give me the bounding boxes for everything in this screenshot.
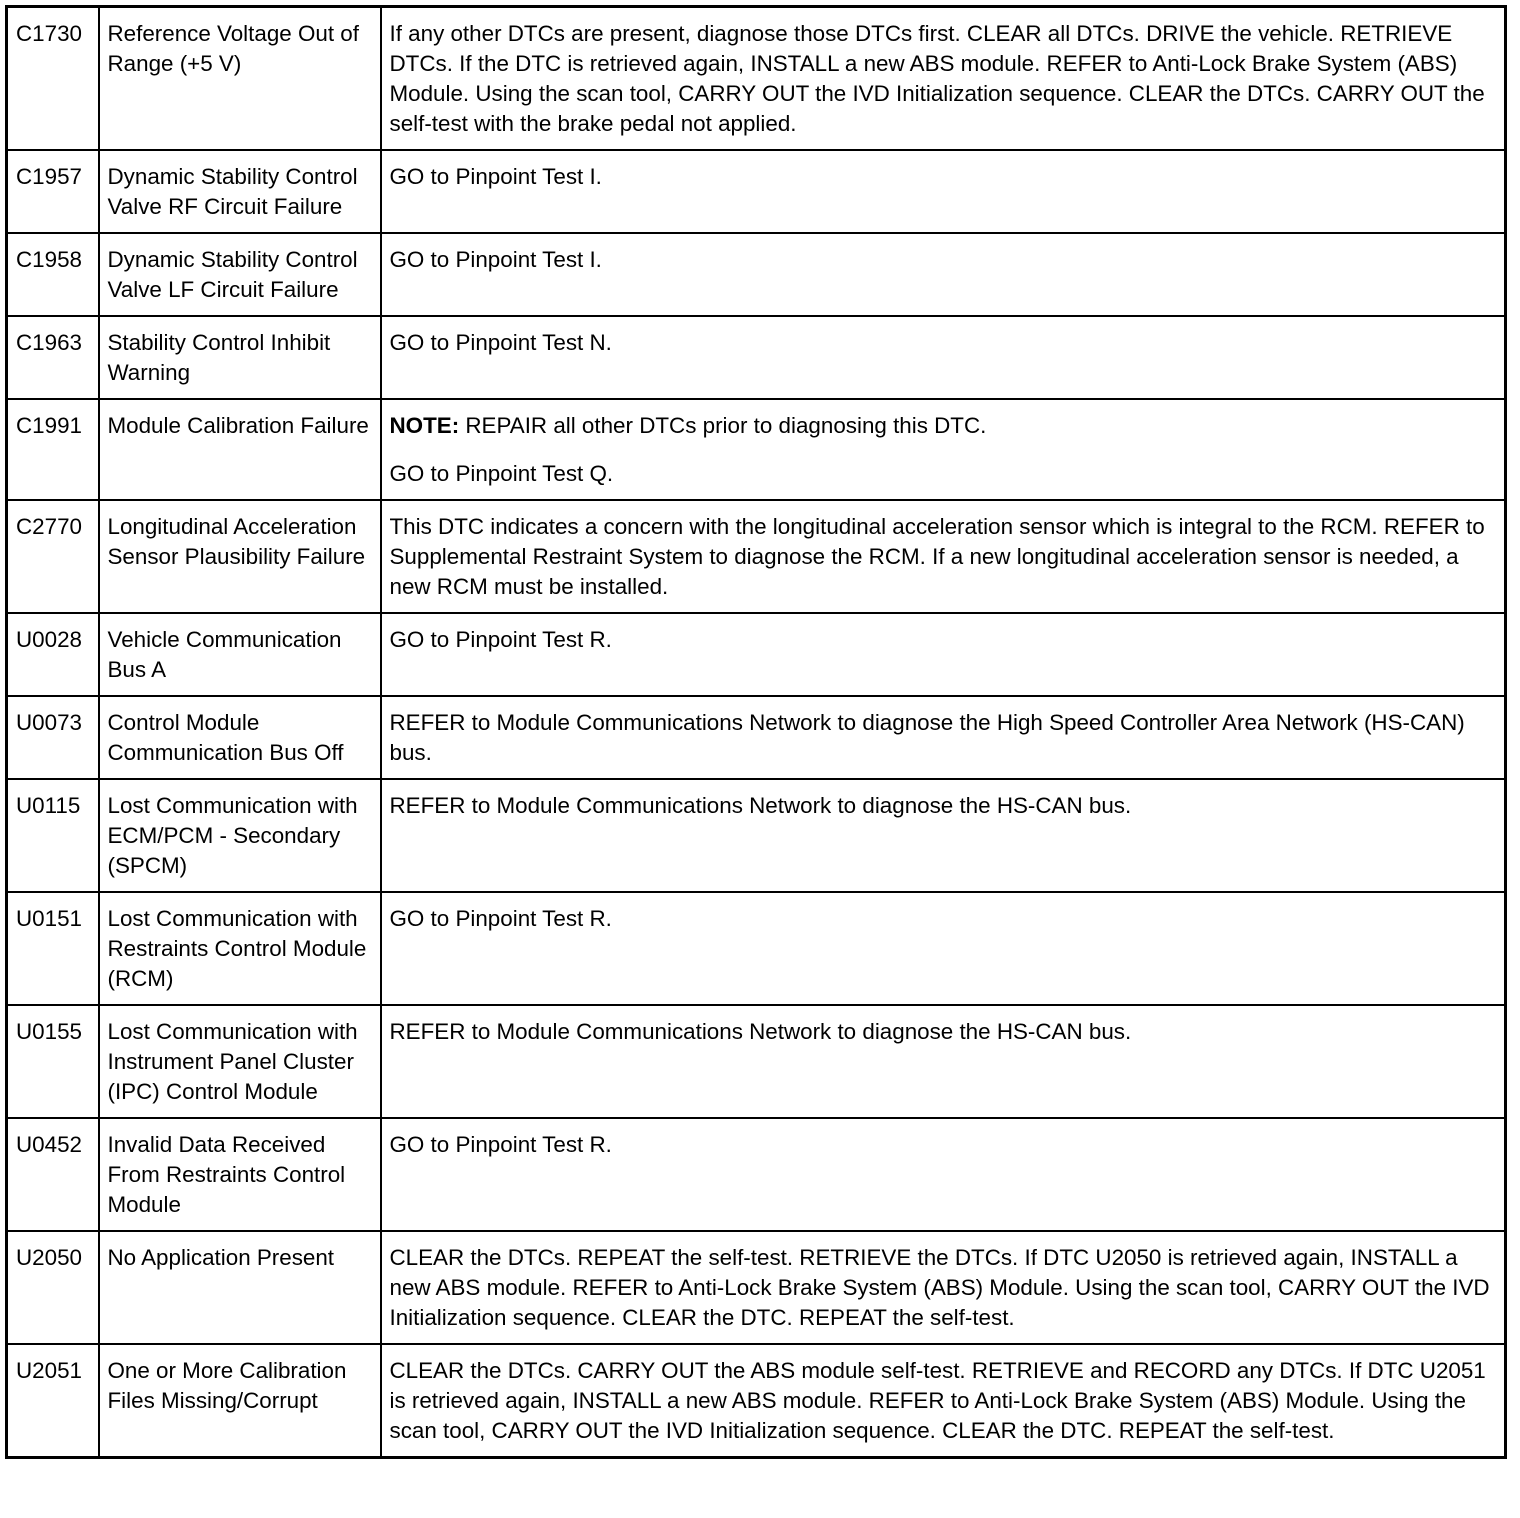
dtc-code: C1963 [7, 316, 99, 399]
dtc-code: U0073 [7, 696, 99, 779]
dtc-code: U0452 [7, 1118, 99, 1231]
dtc-action: This DTC indicates a concern with the longitudinal acceleration sensor which is integral to the RCM. REFER to Supplemental Restraint System to diagnose the RCM. If a new longitudinal acceleration sensor is needed, a new RCM must be installed. [381, 500, 1506, 613]
dtc-description: Dynamic Stability Control Valve RF Circuit Failure [99, 150, 381, 233]
table-row [7, 1118, 1506, 1231]
dtc-action: REFER to Module Communications Network to diagnose the HS-CAN bus. [381, 779, 1506, 892]
dtc-code: C1958 [7, 233, 99, 316]
dtc-action: GO to Pinpoint Test N. [381, 316, 1506, 399]
table-row [7, 233, 1506, 316]
dtc-description: Lost Communication with ECM/PCM - Secondary (SPCM) [99, 779, 381, 892]
dtc-code: U2050 [7, 1231, 99, 1344]
dtc-action: CLEAR the DTCs. REPEAT the self-test. RETRIEVE the DTCs. If DTC U2050 is retrieved again, INSTALL a new ABS module. REFER to Anti-Lock Brake System (ABS) Module. Using the scan tool, CARRY OUT the IVD Initialization sequence. CLEAR the DTC. REPEAT the self-test. [381, 1231, 1506, 1344]
table-row [7, 779, 1506, 892]
dtc-description: No Application Present [99, 1231, 381, 1344]
dtc-action: GO to Pinpoint Test I. [381, 150, 1506, 233]
dtc-description: Stability Control Inhibit Warning [99, 316, 381, 399]
dtc-description: Dynamic Stability Control Valve LF Circuit Failure [99, 233, 381, 316]
dtc-description: Invalid Data Received From Restraints Control Module [99, 1118, 381, 1231]
table-row [7, 150, 1506, 233]
dtc-code: U0151 [7, 892, 99, 1005]
note-paragraph [390, 411, 1497, 441]
dtc-description: Lost Communication with Restraints Control Module (RCM) [99, 892, 381, 1005]
dtc-code: U0115 [7, 779, 99, 892]
dtc-description: Control Module Communication Bus Off [99, 696, 381, 779]
note-text: REPAIR all other DTCs prior to diagnosing this DTC. [465, 413, 987, 438]
dtc-action: REFER to Module Communications Network to diagnose the HS-CAN bus. [381, 1005, 1506, 1118]
dtc-code: C1730 [7, 7, 99, 151]
dtc-action: If any other DTCs are present, diagnose those DTCs first. CLEAR all DTCs. DRIVE the vehicle. RETRIEVE DTCs. If the DTC is retrieved again, INSTALL a new ABS module. REFER to Anti-Lock Brake System (ABS) Module. Using the scan tool, CARRY OUT the IVD Initialization sequence. CLEAR the DTCs. CARRY OUT the self-test with the brake pedal not applied. [381, 7, 1506, 151]
dtc-description: Reference Voltage Out of Range (+5 V) [99, 7, 381, 151]
dtc-action: GO to Pinpoint Test R. [381, 613, 1506, 696]
dtc-code: U0155 [7, 1005, 99, 1118]
dtc-action: CLEAR the DTCs. CARRY OUT the ABS module self-test. RETRIEVE and RECORD any DTCs. If DTC U2051 is retrieved again, INSTALL a new ABS module. REFER to Anti-Lock Brake System (ABS) Module. Using the scan tool, CARRY OUT the IVD Initialization sequence. CLEAR the DTC. REPEAT the self-test. [381, 1344, 1506, 1458]
dtc-code: C2770 [7, 500, 99, 613]
table-row [7, 7, 1506, 151]
table-row [7, 1231, 1506, 1344]
table-row [7, 1344, 1506, 1458]
dtc-description: Lost Communication with Instrument Panel Cluster (IPC) Control Module [99, 1005, 381, 1118]
dtc-description: Vehicle Communication Bus A [99, 613, 381, 696]
dtc-action: REFER to Module Communications Network to diagnose the High Speed Controller Area Network (HS-CAN) bus. [381, 696, 1506, 779]
table-row [7, 316, 1506, 399]
table-row [7, 500, 1506, 613]
dtc-action: GO to Pinpoint Test Q. [389, 461, 614, 486]
dtc-code: C1991 [7, 399, 99, 500]
dtc-code: U0028 [7, 613, 99, 696]
table-row [7, 696, 1506, 779]
dtc-action: GO to Pinpoint Test R. [381, 892, 1506, 1005]
note-label: NOTE: [389, 413, 460, 438]
dtc-table [5, 5, 1507, 1459]
table-row [7, 399, 1506, 500]
dtc-code: U2051 [7, 1344, 99, 1458]
dtc-description: One or More Calibration Files Missing/Corrupt [99, 1344, 381, 1458]
dtc-description: Longitudinal Acceleration Sensor Plausibility Failure [99, 500, 381, 613]
dtc-code: C1957 [7, 150, 99, 233]
dtc-action-cell [381, 399, 1506, 500]
table-row [7, 613, 1506, 696]
table-row [7, 1005, 1506, 1118]
dtc-description: Module Calibration Failure [99, 399, 381, 500]
dtc-action: GO to Pinpoint Test R. [381, 1118, 1506, 1231]
dtc-action: GO to Pinpoint Test I. [381, 233, 1506, 316]
table-row [7, 892, 1506, 1005]
